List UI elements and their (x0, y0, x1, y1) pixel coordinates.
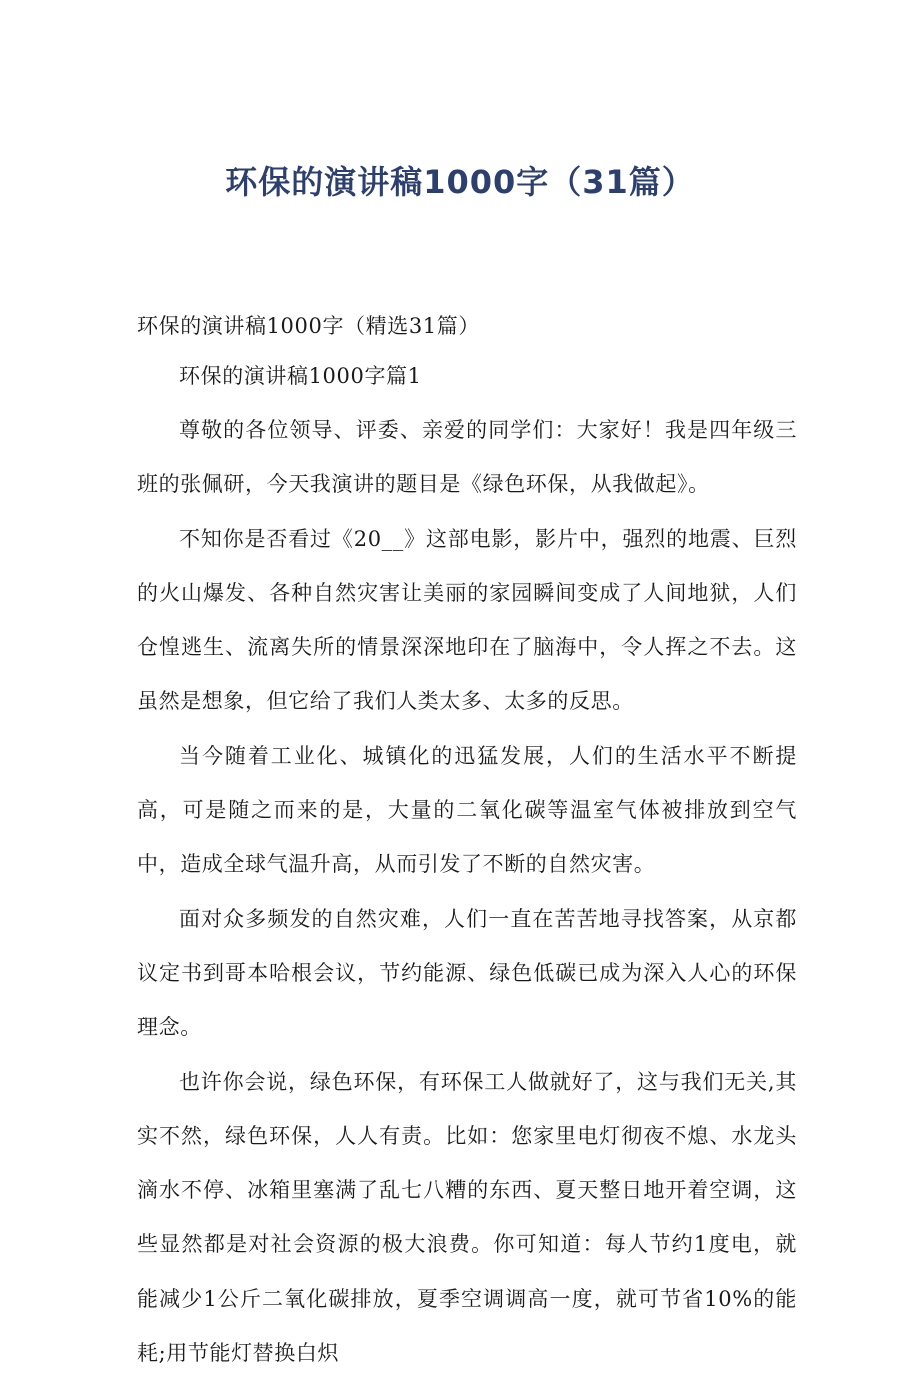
paragraph-disasters: 面对众多频发的自然灾难，人们一直在苦苦地寻找答案，从京都议定书到哥本哈根会议，节约能源、绿色低碳已成为深入人心的环保理念。 (137, 906, 797, 1040)
body-paragraphs (137, 403, 797, 1380)
document-subtitle: 环保的演讲稿1000字（精选31篇） (137, 314, 480, 338)
paragraph-responsibility: 也许你会说，绿色环保，有环保工人做就好了，这与我们无关,其实不然，绿色环保，人人有责。比如：您家里电灯彻夜不熄、水龙头滴水不停、冰箱里塞满了乱七八糟的东西、夏天整日地开着空调，这些显然都是对社会资源的极大浪费。你可知道：每人节约1度电，就能减少1公斤二氧化碳排放，夏季空调调高一度，就可节省10%的能耗;用节能灯替换白炽 (137, 1069, 797, 1366)
section-heading: 环保的演讲稿1000字篇1 (179, 364, 422, 388)
document-title: 环保的演讲稿1000字（31篇） (225, 163, 695, 201)
paragraph-movie: 不知你是否看过《20__》这部电影，影片中，强烈的地震、巨烈的火山爆发、各种自然灾害让美丽的家园瞬间变成了人间地狱，人们仓惶逃生、流离失所的情景深深地印在了脑海中，令人挥之不去。这虽然是想象，但它给了我们人类太多、太多的反思。 (137, 526, 797, 714)
paragraph-greeting: 尊敬的各位领导、评委、亲爱的同学们：大家好！我是四年级三班的张佩研，今天我演讲的题目是《绿色环保，从我做起》。 (137, 418, 797, 497)
paragraph-industrialization: 当今随着工业化、城镇化的迅猛发展，人们的生活水平不断提高，可是随之而来的是，大量的二氧化碳等温室气体被排放到空气中，造成全球气温升高，从而引发了不断的自然灾害。 (137, 743, 797, 877)
